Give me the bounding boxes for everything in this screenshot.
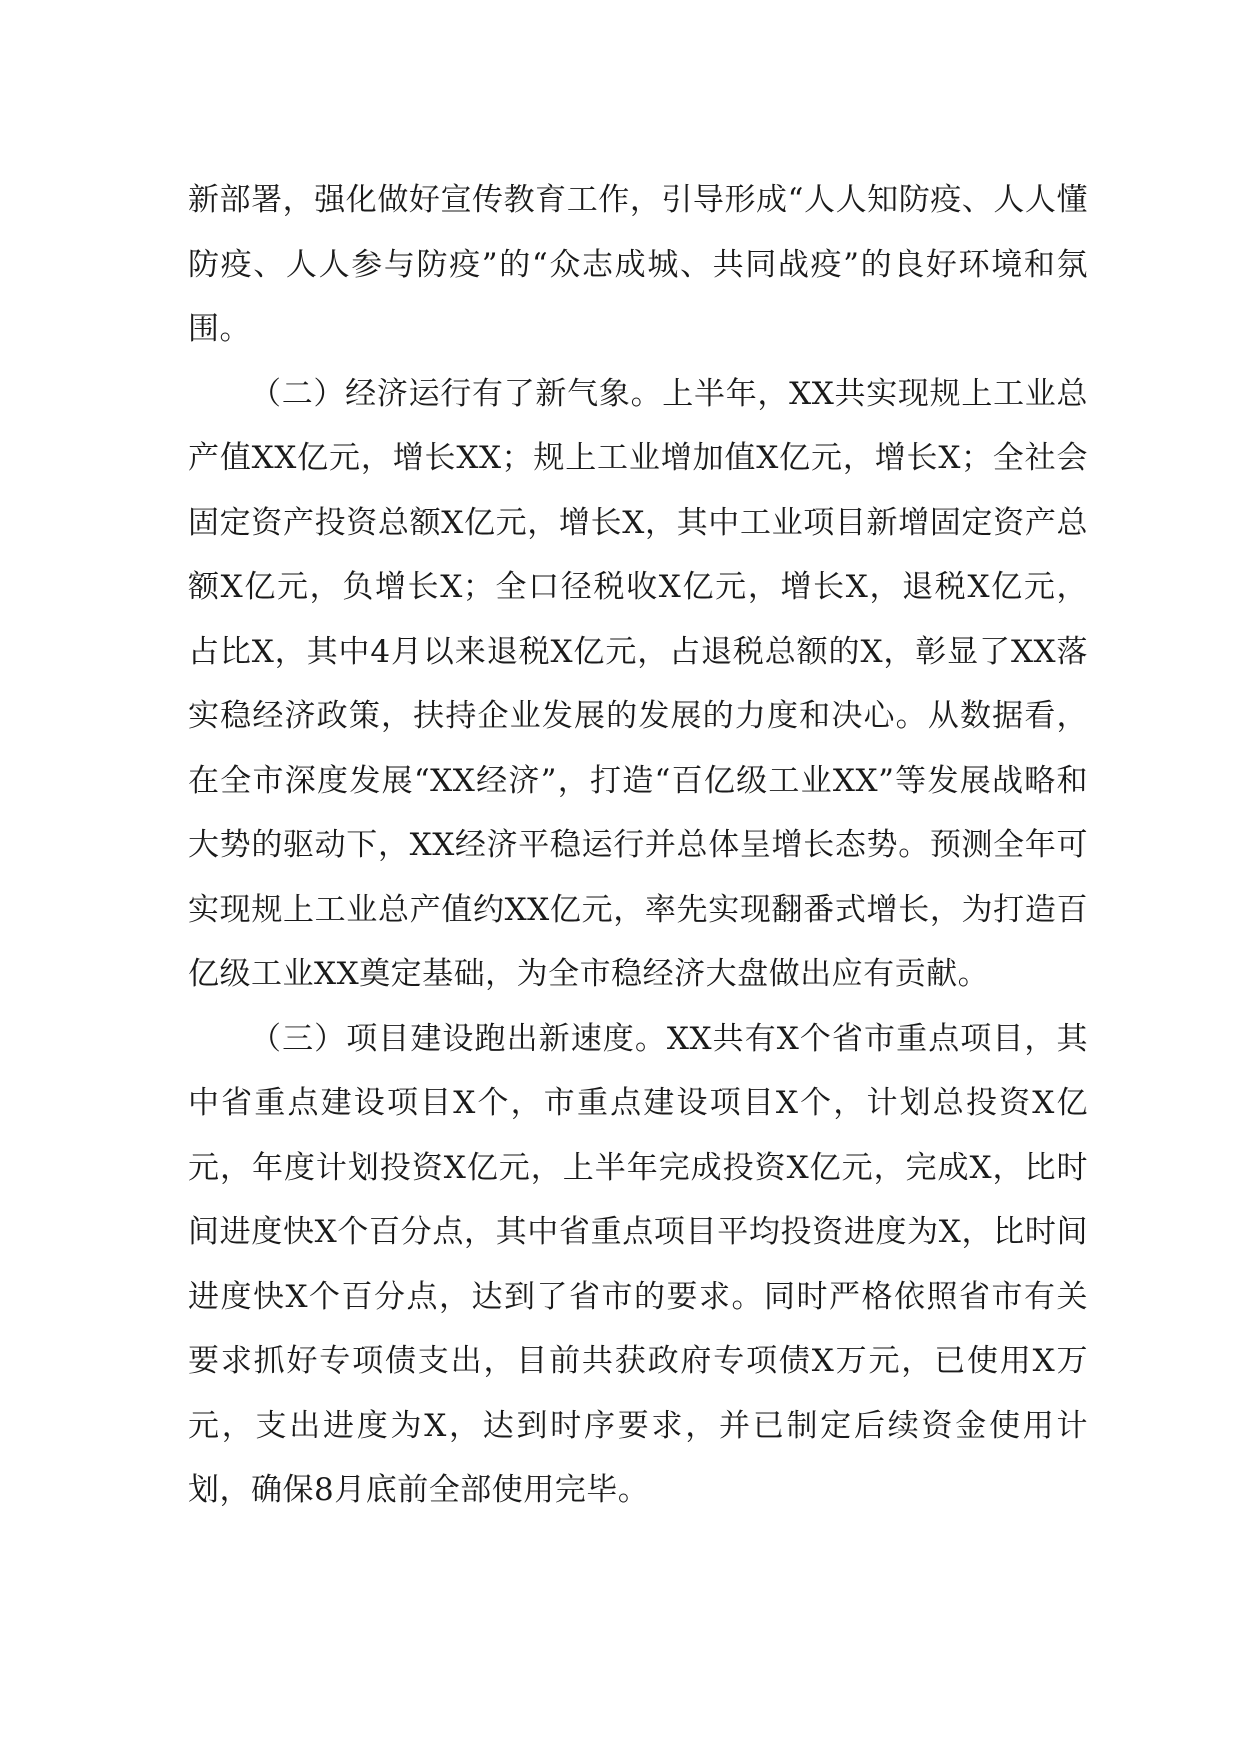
paragraph-continuation: 新部署，强化做好宣传教育工作，引导形成“人人知防疫、人人懂防疫、人人参与防疫”的“众志成城、共同战疫”的良好环境和氛围。 xyxy=(188,182,1088,347)
paragraph-economic-operation: （二）经济运行有了新气象。上半年，XX共实现规上工业总产值XX亿元，增长XX；规上工业增加值X亿元，增长X；全社会固定资产投资总额X亿元，增长X，其中工业项目新增固定资产总额X亿元，负增长X；全口径税收X亿元，增长X，退税X亿元，占比X，其中4月以来退税X亿元，占退税总额的X，彰显了XX落实稳经济政策，扶持企业发展的发展的力度和决心。从数据看，在全市深度发展“XX经济”，打造“百亿级工业XX”等发展战略和大势的驱动下，XX经济平稳运行并总体呈增长态势。预测全年可实现规上工业总产值约XX亿元，率先实现翻番式增长，为打造百亿级工业XX奠定基础，为全市稳经济大盘做出应有贡献。 xyxy=(188,375,1088,992)
paragraph-project-construction: （三）项目建设跑出新速度。XX共有X个省市重点项目，其中省重点建设项目X个，市重点建设项目X个，计划总投资X亿元，年度计划投资X亿元，上半年完成投资X亿元，完成X，比时间进度快X个百分点，其中省重点项目平均投资进度为X，比时间进度快X个百分点，达到了省市的要求。同时严格依照省市有关要求抓好专项债支出，目前共获政府专项债X万元，已使用X万元，支出进度为X，达到时序要求，并已制定后续资金使用计划，确保8月底前全部使用完毕。 xyxy=(188,1020,1088,1508)
document-page xyxy=(188,168,1088,1523)
